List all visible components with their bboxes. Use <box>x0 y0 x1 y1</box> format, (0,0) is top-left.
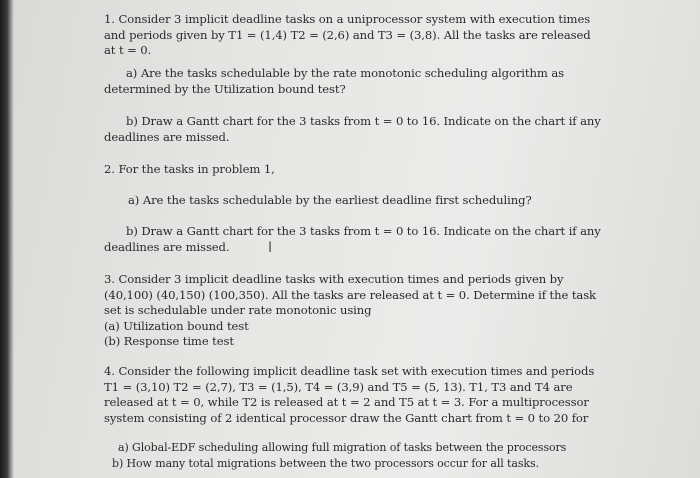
problem-3-item-b: (b) Response time test <box>104 334 234 348</box>
page-edge-shadow <box>0 0 14 478</box>
problem-2-stem: 2. For the tasks in problem 1, <box>104 162 275 176</box>
problem-4-stem: 4. Consider the following implicit deadline task set with execution times and periods T1 = (3,10) T2 = (2,7), T3 = (1,5), T4 = (3,9) and T5 = (5, 13). T1, T3 and T4 are released at t = 0, while T2 is released at t = 2 and T5 at t = 3. For a multiprocessor system consisting of 2 identical processor draw the Gantt chart from t = 0 to 20 for <box>104 364 595 425</box>
problem-4-part-b: b) How many total migrations between the two processors occur for all tasks. <box>112 457 539 470</box>
problem-4-part-a: a) Global-EDF scheduling allowing full migration of tasks between the processors <box>118 441 567 454</box>
problem-3-item-a: (a) Utilization bound test <box>104 318 249 333</box>
problem-1-part-a: a) Are the tasks schedulable by the rate monotonic scheduling algorithm as determined by the Utilization bound test? <box>104 66 564 96</box>
problem-2-part-b: b) Draw a Gantt chart for the 3 tasks from t = 0 to 16. Indicate on the chart if any deadlines are missed. <box>104 224 601 254</box>
text-cursor-icon: I <box>268 240 273 256</box>
problem-2-part-a: a) Are the tasks schedulable by the earliest deadline first scheduling? <box>128 193 532 207</box>
problem-1-stem: 1. Consider 3 implicit deadline tasks on a uniprocessor system with execution times and periods given by T1 = (1,4) T2 = (2,6) and T3 = (3,8). All the tasks are released at t = 0. <box>104 12 591 57</box>
problem-3-stem: 3. Consider 3 implicit deadline tasks with execution times and periods given by (40,100) (40,150) (100,350). All the tasks are released at t = 0. Determine if the task set is schedulable under rate monotonic using (a) Utilization bound test (b) Response time test <box>104 272 604 350</box>
problem-1-part-b: b) Draw a Gantt chart for the 3 tasks from t = 0 to 16. Indicate on the chart if any deadlines are missed. <box>104 114 601 144</box>
